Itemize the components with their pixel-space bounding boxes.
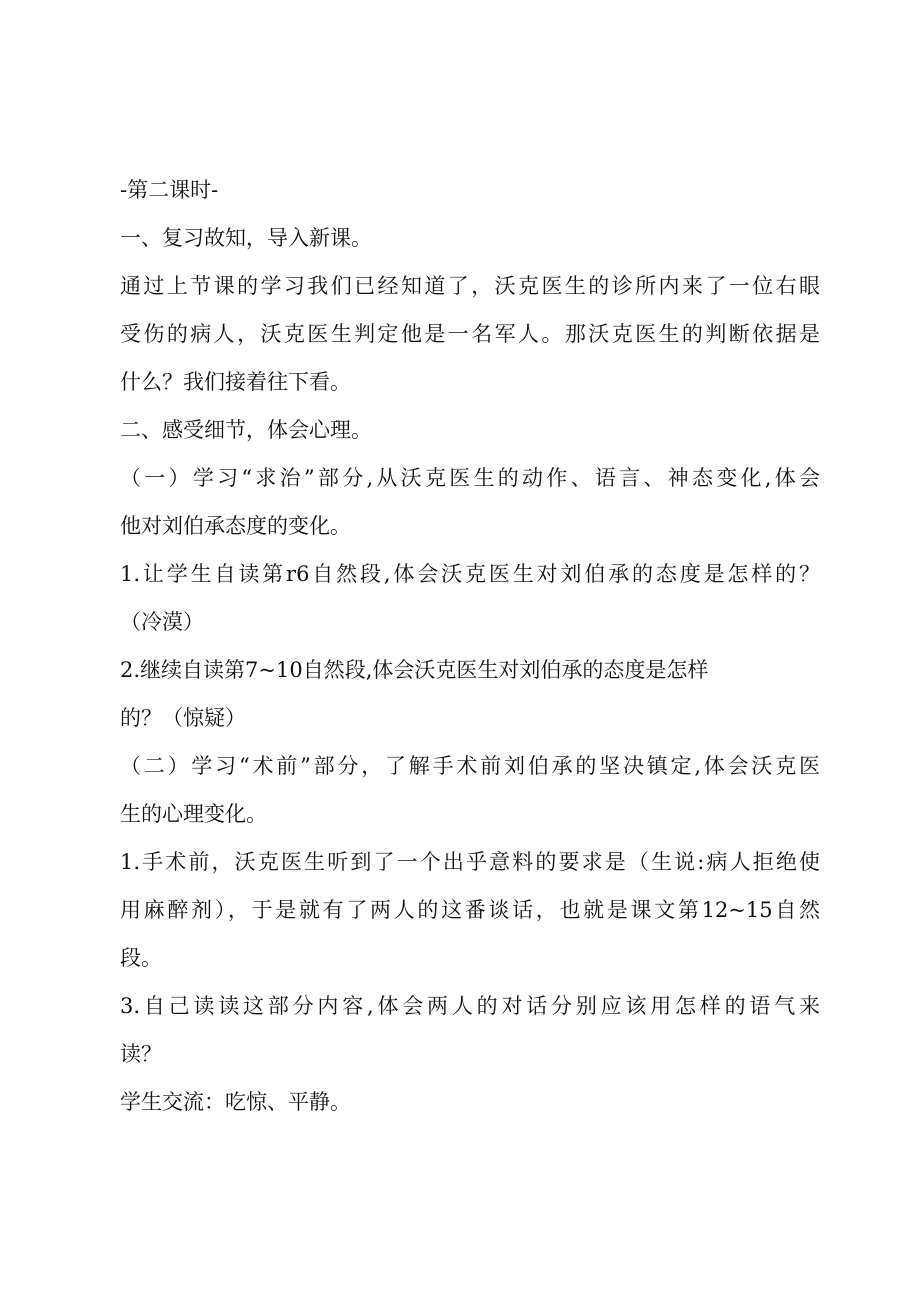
list-item [120,982,820,1078]
section-heading-review [120,214,820,262]
text-line: 生的心理变化。 [120,802,267,826]
text-line: 3.自己读读这部分内容,体会两人的对话分别应该用怎样的语气来 [120,994,820,1018]
student-exchange [120,1078,820,1126]
text-line: （二）学习“术前”部分，了解手术前刘伯承的坚决镇定,体会沃克医 [120,754,820,778]
document-body [120,166,820,1126]
text-line: 一、复习故知，导入新课。 [120,226,372,250]
list-item [120,646,820,742]
text-line: （冷漠） [120,610,204,634]
text-line: 段。 [120,946,162,970]
text-line: 1.手术前，沃克医生听到了一个出乎意料的要求是（生说:病人拒绝使 [120,850,820,874]
part-heading-before-surgery [120,742,820,838]
text-line: 读？ [120,1042,162,1066]
text-line: 二、感受细节，体会心理。 [120,418,372,442]
list-item [120,550,820,646]
text-line: 什么？我们接着往下看。 [120,370,351,394]
text-line: 2.继续自读第7~10自然段,体会沃克医生对刘伯承的态度是怎样 [120,658,709,682]
lesson-title [120,166,820,214]
text-line: 通过上节课的学习我们已经知道了，沃克医生的诊所内来了一位右眼 [120,274,820,298]
intro-paragraph [120,262,820,406]
text-line: 1.让学生自读第r6自然段,体会沃克医生对刘伯承的态度是怎样的？ [120,562,820,586]
text-line: -第二课时- [120,178,219,202]
part-heading-seeking-treatment [120,454,820,550]
section-heading-details [120,406,820,454]
text-line: 受伤的病人，沃克医生判定他是一名军人。那沃克医生的判断依据是 [120,322,820,346]
text-line: 的？（惊疑） [120,706,246,730]
text-line: 用麻醉剂），于是就有了两人的这番谈话，也就是课文第12~15自然 [120,898,820,922]
text-line: 他对刘伯承态度的变化。 [120,514,351,538]
text-line: （一）学习“求治”部分,从沃克医生的动作、语言、神态变化,体会 [120,466,820,490]
text-line: 学生交流：吃惊、平静。 [120,1090,351,1114]
list-item [120,838,820,982]
